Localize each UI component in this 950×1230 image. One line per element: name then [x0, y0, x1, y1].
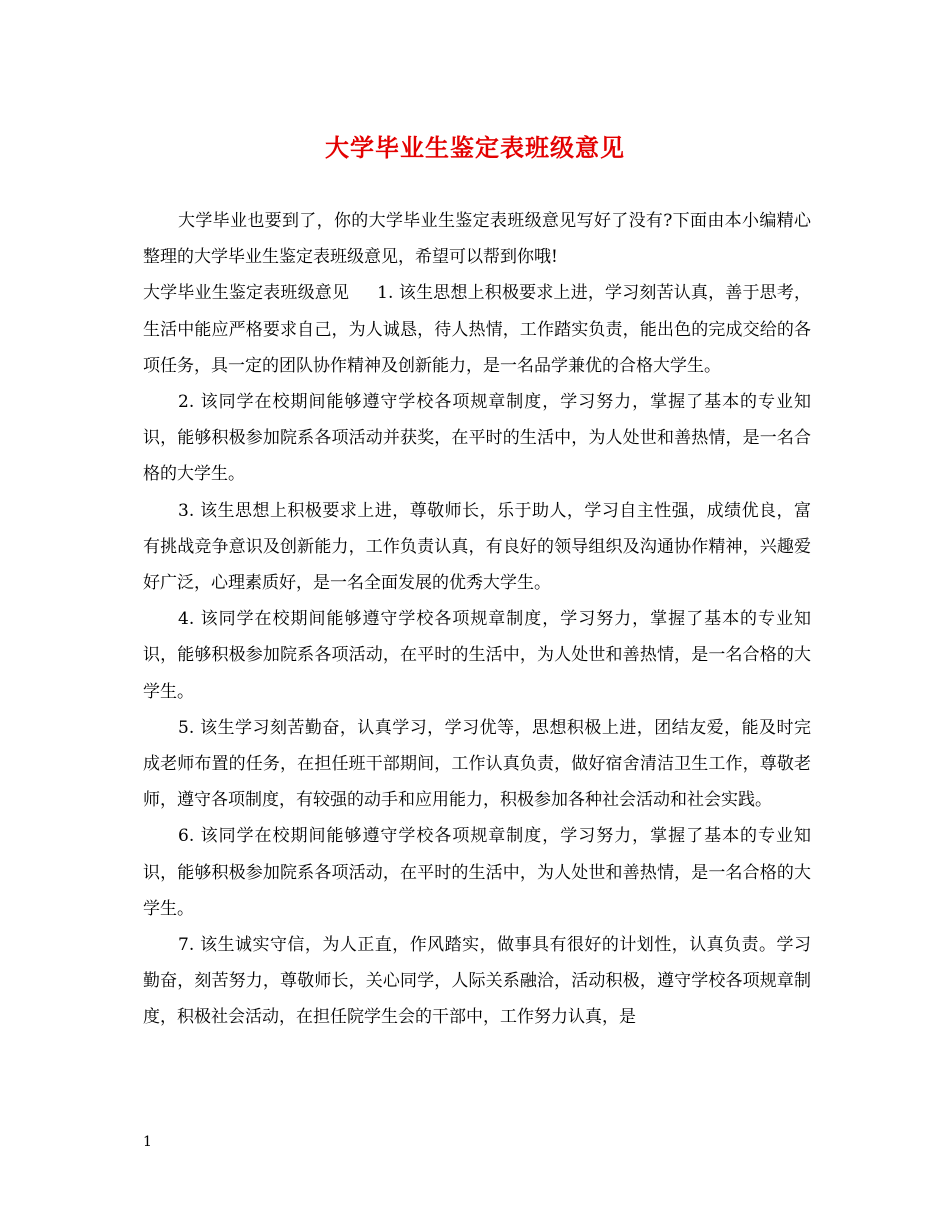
section-label: 大学毕业生鉴定表班级意见 [143, 283, 350, 304]
list-item-7: 7. 该生诚实守信，为人正直，作风踏实，做事具有很好的计划性，认真负责。学习勤奋，刻苦努力，尊敬师长，关心同学，人际关系融洽，活动积极，遵守学校各项规章制度，积极社会活动，在担任院学生会的干部中，工作努力认真，是 [143, 935, 811, 1028]
page-number: 1 [143, 1134, 152, 1150]
list-item-2: 2. 该同学在校期间能够遵守学校各项规章制度，学习努力，掌握了基本的专业知识，能够积极参加院系各项活动并获奖，在平时的生活中，为人处世和善热情，是一名合格的大学生。 [143, 392, 811, 485]
document-title: 大学毕业生鉴定表班级意见 [325, 133, 625, 162]
list-item-4: 4. 该同学在校期间能够遵守学校各项规章制度，学习努力，掌握了基本的专业知识，能够积极参加院系各项活动，在平时的生活中，为人处世和善热情，是一名合格的大学生。 [143, 609, 811, 702]
document-body [143, 203, 811, 1036]
list-item-6: 6. 该同学在校期间能够遵守学校各项规章制度，学习努力，掌握了基本的专业知识，能够积极参加院系各项活动，在平时的生活中，为人处世和善热情，是一名合格的大学生。 [143, 826, 811, 919]
first-item-paragraph [143, 275, 811, 384]
intro-paragraph: 大学毕业也要到了，你的大学毕业生鉴定表班级意见写好了没有?下面由本小编精心整理的大学毕业生鉴定表班级意见，希望可以帮到你哦! [143, 211, 811, 268]
list-item-1: 1. 该生思想上积极要求上进，学习刻苦认真，善于思考，生活中能应严格要求自己，为人诚恳，待人热情，工作踏实负责，能出色的完成交给的各项任务，具一定的团队协作精神及创新能力，是一名品学兼优的合格大学生。 [143, 283, 811, 376]
list-item-5: 5. 该生学习刻苦勤奋，认真学习，学习优等，思想积极上进，团结友爱，能及时完成老师布置的任务，在担任班干部期间，工作认真负责，做好宿舍清洁卫生工作，尊敬老师，遵守各项制度，有较强的动手和应用能力，积极参加各种社会活动和社会实践。 [143, 717, 811, 811]
list-item-3: 3. 该生思想上积极要求上进，尊敬师长，乐于助人，学习自主性强，成绩优良，富有挑战竞争意识及创新能力，工作负责认真，有良好的领导组织及沟通协作精神，兴趣爱好广泛，心理素质好，是一名全面发展的优秀大学生。 [143, 500, 811, 594]
